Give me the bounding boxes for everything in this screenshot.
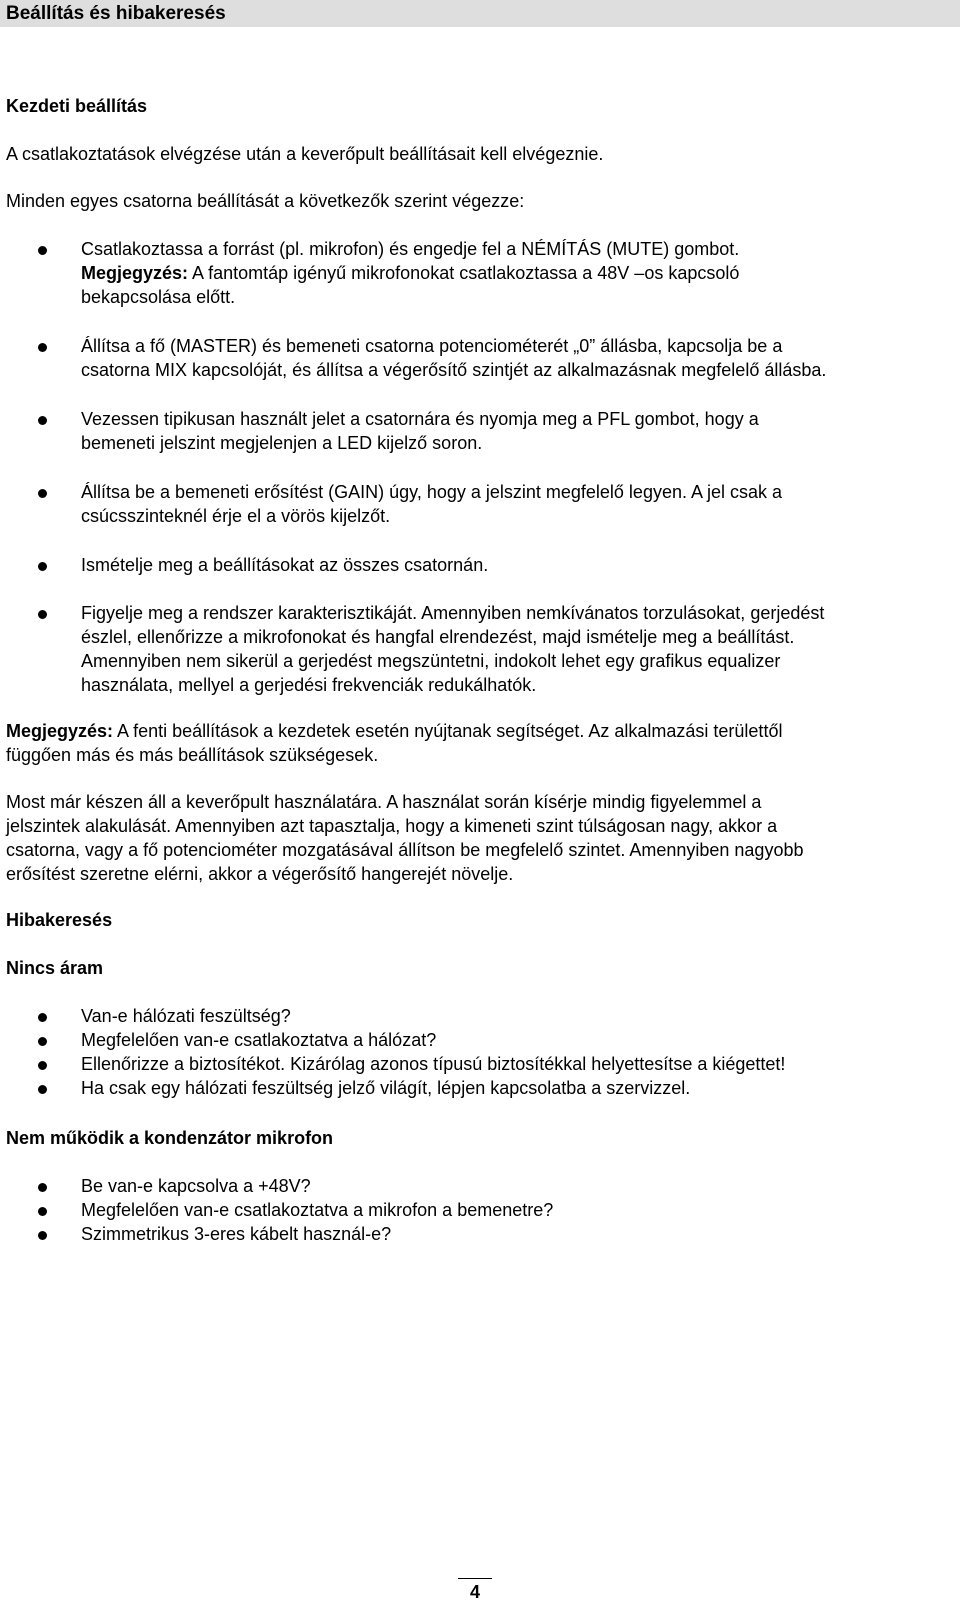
paragraph-line: erősítést szeretne elérni, akkor a végerősítő hangerejét növelje. xyxy=(6,864,514,884)
setup-item-3-line-1: Vezessen tipikusan használt jelet a csatornára és nyomja meg a PFL gombot, hogy a xyxy=(81,409,759,429)
page-number: 4 xyxy=(470,1582,481,1602)
condenser-item: Be van-e kapcsolva a +48V? xyxy=(81,1176,311,1196)
bullet-dot xyxy=(38,1085,47,1094)
setup-item-5-line-1: Ismételje meg a beállításokat az összes csatornán. xyxy=(81,555,489,575)
setup-item-6-line-3: Amennyiben nem sikerül a gerjedést megszüntetni, indokolt lehet egy grafikus equalizer xyxy=(81,651,781,671)
note-label: Megjegyzés: xyxy=(6,721,114,741)
no-power-item: Ellenőrizze a biztosítékot. Kizárólag azonos típusú biztosítékkal helyettesítse a kiégettet! xyxy=(81,1054,786,1074)
setup-item-1-note xyxy=(81,261,739,285)
condenser-item: Megfelelően van-e csatlakoztatva a mikrofon a bemenetre? xyxy=(81,1200,554,1220)
paragraph-line: jelszintek alakulását. Amennyiben azt tapasztalja, hogy a kimeneti szint túlságosan nagy, akkor a xyxy=(6,816,778,836)
note-text: A fantomtáp igényű mikrofonokat csatlakoztassa a 48V –os kapcsoló xyxy=(188,263,740,283)
note-line-1 xyxy=(6,719,782,743)
no-power-item: Ha csak egy hálózati feszültség jelző világít, lépjen kapcsolatba a szervizzel. xyxy=(81,1078,691,1098)
bullet-dot xyxy=(38,1207,47,1216)
intro-line-1: A csatlakoztatások elvégzése után a keverőpult beállításait kell elvégeznie. xyxy=(6,144,604,164)
setup-item-4-line-1: Állítsa be a bemeneti erősítést (GAIN) úgy, hogy a jelszint megfelelő legyen. A jel csak a xyxy=(81,482,783,502)
setup-item-2-line-1: Állítsa a fő (MASTER) és bemeneti csatorna potenciométerét „0” állásba, kapcsolja be a xyxy=(81,336,783,356)
no-power-item: Van-e hálózati feszültség? xyxy=(81,1006,291,1026)
setup-item-6-line-1: Figyelje meg a rendszer karakterisztikáját. Amennyiben nemkívánatos torzulásokat, gerjedést xyxy=(81,603,825,623)
bullet-dot xyxy=(38,489,47,498)
paragraph-line: Most már készen áll a keverőpult használatára. A használat során kísérje mindig figyelemmel a xyxy=(6,792,762,812)
note-label: Megjegyzés: xyxy=(81,263,189,283)
bullet-dot xyxy=(38,246,47,255)
intro-line-2: Minden egyes csatorna beállítását a következők szerint végezze: xyxy=(6,191,525,211)
bullet-dot xyxy=(38,343,47,352)
setup-item-6-line-2: észlel, ellenőrizze a mikrofonokat és hangfal elrendezést, majd ismételje meg a beállítást. xyxy=(81,627,795,647)
footer-rule xyxy=(458,1578,492,1579)
bullet-dot xyxy=(38,1183,47,1192)
bullet-dot xyxy=(38,416,47,425)
note-text: A fenti beállítások a kezdetek esetén nyújtanak segítséget. Az alkalmazási területtől xyxy=(113,721,783,741)
note-line-2: függően más és más beállítások szükségesek. xyxy=(6,745,379,765)
header-bar xyxy=(0,0,960,27)
bullet-dot xyxy=(38,1037,47,1046)
setup-item-4-line-2: csúcsszinteknél érje el a vörös kijelzőt. xyxy=(81,506,391,526)
subheading-condenser-mic: Nem működik a kondenzátor mikrofon xyxy=(6,1128,334,1148)
bullet-dot xyxy=(38,1013,47,1022)
subheading-no-power: Nincs áram xyxy=(6,958,104,978)
setup-item-1-line-3: bekapcsolása előtt. xyxy=(81,287,236,307)
no-power-item: Megfelelően van-e csatlakoztatva a hálózat? xyxy=(81,1030,437,1050)
page-title: Beállítás és hibakeresés xyxy=(6,3,226,24)
bullet-dot xyxy=(38,1061,47,1070)
setup-item-6-line-4: használata, mellyel a gerjedési frekvenciák redukálhatók. xyxy=(81,675,537,695)
setup-item-1-line-1: Csatlakoztassa a forrást (pl. mikrofon) és engedje fel a NÉMÍTÁS (MUTE) gombot. xyxy=(81,239,740,259)
bullet-dot xyxy=(38,610,47,619)
bullet-dot xyxy=(38,562,47,571)
section-heading-setup: Kezdeti beállítás xyxy=(6,96,148,116)
paragraph-line: csatorna, vagy a fő potenciométer mozgatásával állítson be megfelelő szintet. Amennyiben nagyobb xyxy=(6,840,804,860)
setup-item-3-line-2: bemeneti jelszint megjelenjen a LED kijelző soron. xyxy=(81,433,483,453)
section-heading-troubleshooting: Hibakeresés xyxy=(6,910,113,930)
bullet-dot xyxy=(38,1231,47,1240)
condenser-item: Szimmetrikus 3-eres kábelt használ-e? xyxy=(81,1224,392,1244)
setup-item-2-line-2: csatorna MIX kapcsolóját, és állítsa a végerősítő szintjét az alkalmazásnak megfelelő állásba. xyxy=(81,360,827,380)
